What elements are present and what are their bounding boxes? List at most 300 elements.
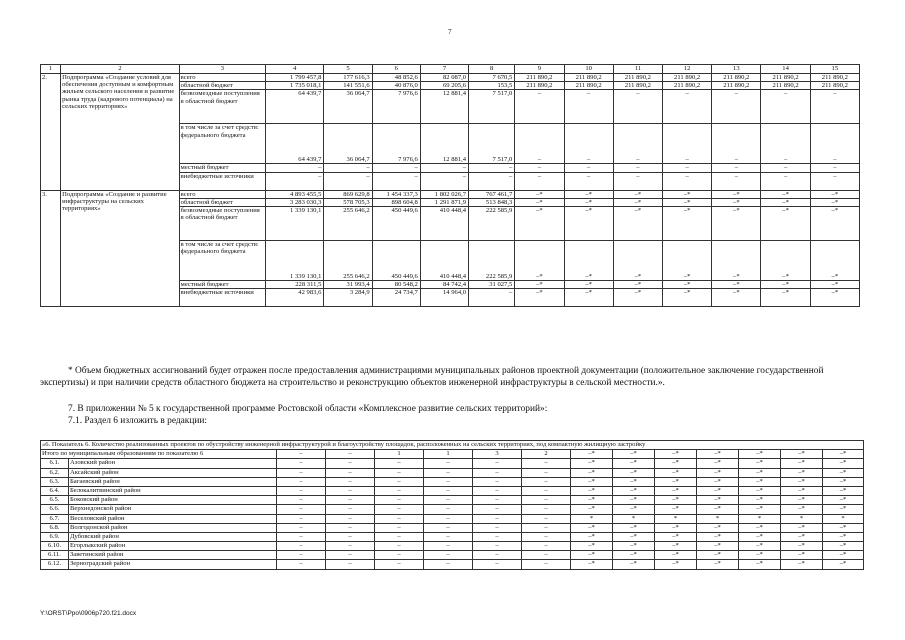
column-number: 12 <box>663 65 712 74</box>
value-cell: – <box>375 551 424 560</box>
value-cell: –* <box>697 560 739 569</box>
column-number: 13 <box>712 65 761 74</box>
value-cell: 222 585,9 <box>469 241 515 281</box>
value-cell: – <box>712 90 761 124</box>
value-cell: – <box>522 486 571 495</box>
value-cell: –* <box>823 477 864 486</box>
value-cell: 450 449,6 <box>372 241 420 281</box>
value-cell: – <box>326 496 375 505</box>
value-cell: – <box>761 90 810 124</box>
value-cell: – <box>375 468 424 477</box>
value-cell: –* <box>761 289 810 307</box>
value-cell: – <box>420 172 468 190</box>
value-cell: –* <box>564 198 613 206</box>
value-cell: 64 439,7 <box>266 124 324 164</box>
value-cell: 84 742,4 <box>420 281 468 289</box>
value-cell: 2 <box>522 450 571 459</box>
value-cell: – <box>522 542 571 551</box>
value-cell: –* <box>613 542 655 551</box>
value-cell: –* <box>697 523 739 532</box>
value-cell: – <box>372 164 420 172</box>
value-cell: – <box>712 124 761 164</box>
value-cell: – <box>424 523 473 532</box>
value-cell: 1 799 457,8 <box>266 74 324 82</box>
value-cell: –* <box>571 459 613 468</box>
funding-source: безвозмездные поступления в областной бюджет <box>179 90 265 124</box>
value-cell: –* <box>613 459 655 468</box>
value-cell: – <box>613 164 662 172</box>
value-cell: – <box>515 90 564 124</box>
value-cell: –* <box>564 241 613 281</box>
row-number: 6.8. <box>41 523 69 532</box>
value-cell: – <box>761 164 810 172</box>
value-cell: – <box>375 486 424 495</box>
value-cell: –* <box>613 190 662 198</box>
value-cell: –* <box>564 289 613 307</box>
district-name: Азовский район <box>69 459 277 468</box>
row-number: 6.11. <box>41 551 69 560</box>
value-cell: 64 439,7 <box>266 90 324 124</box>
value-cell: 82 087,0 <box>420 74 468 82</box>
value-cell: –* <box>571 523 613 532</box>
value-cell: –* <box>655 560 697 569</box>
district-name: Заветинский район <box>69 551 277 560</box>
value-cell: –* <box>613 241 662 281</box>
value-cell: 211 890,2 <box>564 74 613 82</box>
indicator-title: «6. Показатель 6. Количество реализованных проектов по обустройству инженерной инфраструктурой и благоустройству площадок, расположенных на сельских территориях, под компактную жилищную застройку <box>41 441 864 450</box>
value-cell: – <box>473 496 522 505</box>
value-cell: – <box>372 172 420 190</box>
value-cell: –* <box>781 560 823 569</box>
value-cell: –* <box>515 281 564 289</box>
value-cell: 14 964,0 <box>420 289 468 307</box>
value-cell: –* <box>571 477 613 486</box>
paragraph-7-1: 7.1. Раздел 6 изложить в редакции: <box>68 416 207 426</box>
funding-source: областной бюджет <box>179 82 265 90</box>
value-cell: –* <box>613 505 655 514</box>
value-cell: –* <box>515 207 564 241</box>
funding-source: в том числе за счет средств: федерального бюджета <box>179 124 265 164</box>
value-cell: 1 802 026,7 <box>420 190 468 198</box>
funding-source: местный бюджет <box>179 281 265 289</box>
value-cell: –* <box>655 505 697 514</box>
value-cell: – <box>515 164 564 172</box>
indicator-title-row <box>41 441 864 450</box>
value-cell: –* <box>613 496 655 505</box>
value-cell: – <box>522 532 571 541</box>
column-number: 4 <box>266 65 324 74</box>
value-cell: 69 205,6 <box>420 82 468 90</box>
value-cell: – <box>522 560 571 569</box>
table-row <box>41 190 860 198</box>
value-cell: –* <box>739 459 781 468</box>
value-cell: –* <box>655 551 697 560</box>
value-cell: – <box>515 124 564 164</box>
value-cell: – <box>324 164 372 172</box>
district-name: Дубовский район <box>69 532 277 541</box>
value-cell: –* <box>739 468 781 477</box>
value-cell: –* <box>739 505 781 514</box>
value-cell: – <box>326 532 375 541</box>
value-cell: – <box>326 514 375 523</box>
value-cell: –* <box>823 468 864 477</box>
paragraph-7: 7. В приложении № 5 к государственной программе Ростовской области «Комплексное развитие сельских территорий»: <box>68 404 548 414</box>
value-cell: –* <box>571 468 613 477</box>
value-cell: –* <box>613 198 662 206</box>
value-cell: 3 284,9 <box>324 289 372 307</box>
value-cell: –* <box>655 477 697 486</box>
row-number: 6.6. <box>41 505 69 514</box>
value-cell: –* <box>613 523 655 532</box>
value-cell: – <box>473 560 522 569</box>
value-cell: – <box>522 523 571 532</box>
table-row <box>41 505 864 514</box>
value-cell: 31 993,4 <box>324 281 372 289</box>
value-cell: –* <box>655 450 697 459</box>
row-number: 6.7. <box>41 514 69 523</box>
value-cell: –* <box>761 190 810 198</box>
value-cell: 48 852,6 <box>372 74 420 82</box>
value-cell: –* <box>781 542 823 551</box>
value-cell: – <box>424 514 473 523</box>
value-cell: 12 881,4 <box>420 90 468 124</box>
value-cell: – <box>424 468 473 477</box>
value-cell: 211 890,2 <box>663 82 712 90</box>
value-cell: – <box>564 90 613 124</box>
value-cell: – <box>469 172 515 190</box>
district-name: Веселовский район <box>69 514 277 523</box>
value-cell: –* <box>571 542 613 551</box>
value-cell: –* <box>571 505 613 514</box>
value-cell: – <box>473 514 522 523</box>
value-cell: – <box>522 505 571 514</box>
value-cell: – <box>613 172 662 190</box>
value-cell: – <box>277 551 326 560</box>
value-cell: –* <box>655 486 697 495</box>
page-number: 7 <box>448 28 452 36</box>
value-cell: – <box>420 164 468 172</box>
value-cell: – <box>277 486 326 495</box>
value-cell: –* <box>697 551 739 560</box>
file-path: Y:\ORST\Ppo\0906p720.f21.docx <box>40 610 137 617</box>
value-cell: –* <box>823 542 864 551</box>
funding-source: безвозмездные поступления в областной бюджет <box>179 207 265 241</box>
value-cell: –* <box>761 241 810 281</box>
value-cell: –* <box>655 468 697 477</box>
value-cell: 255 646,2 <box>324 241 372 281</box>
value-cell: –* <box>655 532 697 541</box>
value-cell: – <box>266 164 324 172</box>
value-cell: – <box>473 459 522 468</box>
value-cell: – <box>277 477 326 486</box>
value-cell: – <box>277 450 326 459</box>
value-cell: –* <box>712 207 761 241</box>
table-row <box>41 532 864 541</box>
column-number: 9 <box>515 65 564 74</box>
value-cell: – <box>564 164 613 172</box>
value-cell: –* <box>571 486 613 495</box>
funding-source: внебюджетные источники <box>179 289 265 307</box>
value-cell: 211 890,2 <box>515 82 564 90</box>
value-cell: –* <box>761 198 810 206</box>
value-cell: 211 890,2 <box>810 74 859 82</box>
value-cell: – <box>424 551 473 560</box>
subprogram-name: Подпрограмма «Создание и развитие инфраструктуры на сельских территориях» <box>61 190 180 307</box>
value-cell: –* <box>571 532 613 541</box>
value-cell: –* <box>613 289 662 307</box>
value-cell: 1 <box>424 450 473 459</box>
value-cell: –* <box>613 281 662 289</box>
value-cell: 898 604,8 <box>372 198 420 206</box>
value-cell: – <box>810 164 859 172</box>
value-cell: –* <box>697 486 739 495</box>
value-cell: 211 890,2 <box>761 74 810 82</box>
value-cell: – <box>712 172 761 190</box>
value-cell: –* <box>739 486 781 495</box>
value-cell: – <box>712 164 761 172</box>
value-cell: 153,5 <box>469 82 515 90</box>
district-name: Волгодонской район <box>69 523 277 532</box>
district-name: Зерноградский район <box>69 560 277 569</box>
value-cell: –* <box>781 459 823 468</box>
value-cell: –* <box>613 560 655 569</box>
value-cell: 36 064,7 <box>324 90 372 124</box>
value-cell: 177 616,3 <box>324 74 372 82</box>
table-row <box>41 542 864 551</box>
value-cell: –* <box>781 523 823 532</box>
value-cell: – <box>761 124 810 164</box>
value-cell: –* <box>781 477 823 486</box>
value-cell: – <box>522 551 571 560</box>
value-cell: –* <box>739 532 781 541</box>
value-cell: – <box>375 505 424 514</box>
value-cell: – <box>473 468 522 477</box>
table-row <box>41 486 864 495</box>
value-cell: –* <box>810 281 859 289</box>
row-number: 6.4. <box>41 486 69 495</box>
value-cell: –* <box>823 450 864 459</box>
value-cell: –* <box>761 281 810 289</box>
value-cell: – <box>564 124 613 164</box>
value-cell: 7 976,6 <box>372 90 420 124</box>
funding-source: всего <box>179 190 265 198</box>
value-cell: –* <box>823 551 864 560</box>
value-cell: –* <box>655 459 697 468</box>
funding-source: в том числе за счет средств: федерального бюджета <box>179 241 265 281</box>
value-cell: –* <box>571 551 613 560</box>
value-cell: – <box>473 523 522 532</box>
value-cell: – <box>375 560 424 569</box>
table-row <box>41 477 864 486</box>
value-cell: 3 <box>473 450 522 459</box>
value-cell: –* <box>823 532 864 541</box>
value-cell: – <box>277 496 326 505</box>
value-cell: –* <box>697 468 739 477</box>
value-cell: 31 027,5 <box>469 281 515 289</box>
value-cell: –* <box>613 477 655 486</box>
value-cell: –* <box>712 289 761 307</box>
value-cell: –* <box>663 289 712 307</box>
value-cell: –* <box>613 486 655 495</box>
value-cell: – <box>613 90 662 124</box>
column-number: 10 <box>564 65 613 74</box>
value-cell: – <box>424 477 473 486</box>
value-cell: * <box>739 514 781 523</box>
value-cell: * <box>823 514 864 523</box>
value-cell: –* <box>810 198 859 206</box>
value-cell: –* <box>823 505 864 514</box>
value-cell: –* <box>655 496 697 505</box>
value-cell: – <box>515 172 564 190</box>
column-number: 5 <box>324 65 372 74</box>
value-cell: –* <box>712 241 761 281</box>
table-row <box>41 74 860 82</box>
value-cell: – <box>473 542 522 551</box>
value-cell: – <box>326 486 375 495</box>
value-cell: –* <box>697 459 739 468</box>
row-number: 6.3. <box>41 477 69 486</box>
value-cell: – <box>277 532 326 541</box>
value-cell: –* <box>810 207 859 241</box>
column-number: 7 <box>420 65 468 74</box>
district-name: Верхнедонской район <box>69 505 277 514</box>
footnote: * Объем бюджетных ассигнований будет отражен после предоставления администрациями муниципальных районов проектной документации (положительное заключение государственной экспертизы) и при наличии средств областного бюджета на строительство и реконструкцию объектов инженерной инфраструктуры в сельской местности.». <box>40 366 824 388</box>
funding-source: внебюджетные источники <box>179 172 265 190</box>
value-cell: – <box>266 172 324 190</box>
value-cell: –* <box>739 560 781 569</box>
value-cell: –* <box>781 486 823 495</box>
value-cell: –* <box>697 542 739 551</box>
value-cell: –* <box>655 523 697 532</box>
value-cell: 410 448,4 <box>420 241 468 281</box>
value-cell: – <box>473 532 522 541</box>
value-cell: – <box>326 523 375 532</box>
value-cell: – <box>375 496 424 505</box>
subprogram-number: 2. <box>41 74 61 191</box>
value-cell: – <box>277 523 326 532</box>
subprogram-number: 3. <box>41 190 61 307</box>
value-cell: – <box>324 172 372 190</box>
row-number: 6.9. <box>41 532 69 541</box>
funding-table <box>40 64 860 307</box>
value-cell: –* <box>781 505 823 514</box>
value-cell: 211 890,2 <box>613 74 662 82</box>
value-cell: –* <box>564 281 613 289</box>
value-cell: –* <box>739 477 781 486</box>
value-cell: – <box>375 532 424 541</box>
value-cell: 211 890,2 <box>663 74 712 82</box>
value-cell: –* <box>613 532 655 541</box>
value-cell: –* <box>739 523 781 532</box>
district-name: Аксайский район <box>69 468 277 477</box>
column-number: 15 <box>810 65 859 74</box>
table-row <box>41 551 864 560</box>
value-cell: – <box>326 477 375 486</box>
column-number: 8 <box>469 65 515 74</box>
district-name: Боковский район <box>69 496 277 505</box>
subprogram-name: Подпрограмма «Создание условий для обеспечения доступным и комфортным жильем сельского населения и развитие рынка труда (кадрового потенциала) на сельских территориях» <box>61 74 180 191</box>
value-cell: –* <box>712 198 761 206</box>
value-cell: 42 983,6 <box>266 289 324 307</box>
value-cell: 1 339 130,1 <box>266 207 324 241</box>
value-cell: – <box>613 124 662 164</box>
value-cell: – <box>522 496 571 505</box>
funding-source: областной бюджет <box>179 198 265 206</box>
value-cell: –* <box>781 450 823 459</box>
value-cell: –* <box>739 551 781 560</box>
value-cell: 767 461,7 <box>469 190 515 198</box>
district-name: Егорлыкский район <box>69 542 277 551</box>
value-cell: 1 735 018,1 <box>266 82 324 90</box>
value-cell: 1 454 337,3 <box>372 190 420 198</box>
value-cell: – <box>375 459 424 468</box>
row-number: 6.10. <box>41 542 69 551</box>
value-cell: – <box>326 459 375 468</box>
value-cell: – <box>522 459 571 468</box>
column-number: 1 <box>41 65 61 74</box>
value-cell: –* <box>613 551 655 560</box>
value-cell: –* <box>697 477 739 486</box>
row-number: 6.1. <box>41 459 69 468</box>
value-cell: 222 585,9 <box>469 207 515 241</box>
value-cell: 450 449,6 <box>372 207 420 241</box>
value-cell: –* <box>781 496 823 505</box>
column-number: 2 <box>61 65 180 74</box>
header-row <box>41 65 860 74</box>
value-cell: – <box>469 289 515 307</box>
value-cell: – <box>473 551 522 560</box>
value-cell: 211 890,2 <box>564 82 613 90</box>
value-cell: 228 311,5 <box>266 281 324 289</box>
value-cell: –* <box>613 207 662 241</box>
value-cell: –* <box>823 459 864 468</box>
funding-source: всего <box>179 74 265 82</box>
value-cell: – <box>375 542 424 551</box>
value-cell: –* <box>697 532 739 541</box>
value-cell: – <box>277 468 326 477</box>
row-number: 6.5. <box>41 496 69 505</box>
value-cell: – <box>375 477 424 486</box>
value-cell: –* <box>810 289 859 307</box>
value-cell: 3 283 030,3 <box>266 198 324 206</box>
value-cell: – <box>424 496 473 505</box>
value-cell: – <box>375 514 424 523</box>
value-cell: – <box>326 468 375 477</box>
value-cell: – <box>522 514 571 523</box>
value-cell: –* <box>571 560 613 569</box>
value-cell: 211 890,2 <box>712 74 761 82</box>
value-cell: – <box>424 505 473 514</box>
value-cell: –* <box>697 450 739 459</box>
value-cell: * <box>655 514 697 523</box>
value-cell: 1 291 871,9 <box>420 198 468 206</box>
value-cell: – <box>522 468 571 477</box>
value-cell: – <box>277 459 326 468</box>
value-cell: –* <box>781 468 823 477</box>
funding-source: местный бюджет <box>179 164 265 172</box>
value-cell: 141 551,6 <box>324 82 372 90</box>
value-cell: – <box>761 172 810 190</box>
value-cell: – <box>277 542 326 551</box>
value-cell: – <box>663 90 712 124</box>
value-cell: 578 705,3 <box>324 198 372 206</box>
value-cell: 1 339 130,1 <box>266 241 324 281</box>
value-cell: – <box>277 505 326 514</box>
value-cell: 211 890,2 <box>613 82 662 90</box>
value-cell: – <box>424 486 473 495</box>
value-cell: – <box>564 172 613 190</box>
district-name: Багаевский район <box>69 477 277 486</box>
